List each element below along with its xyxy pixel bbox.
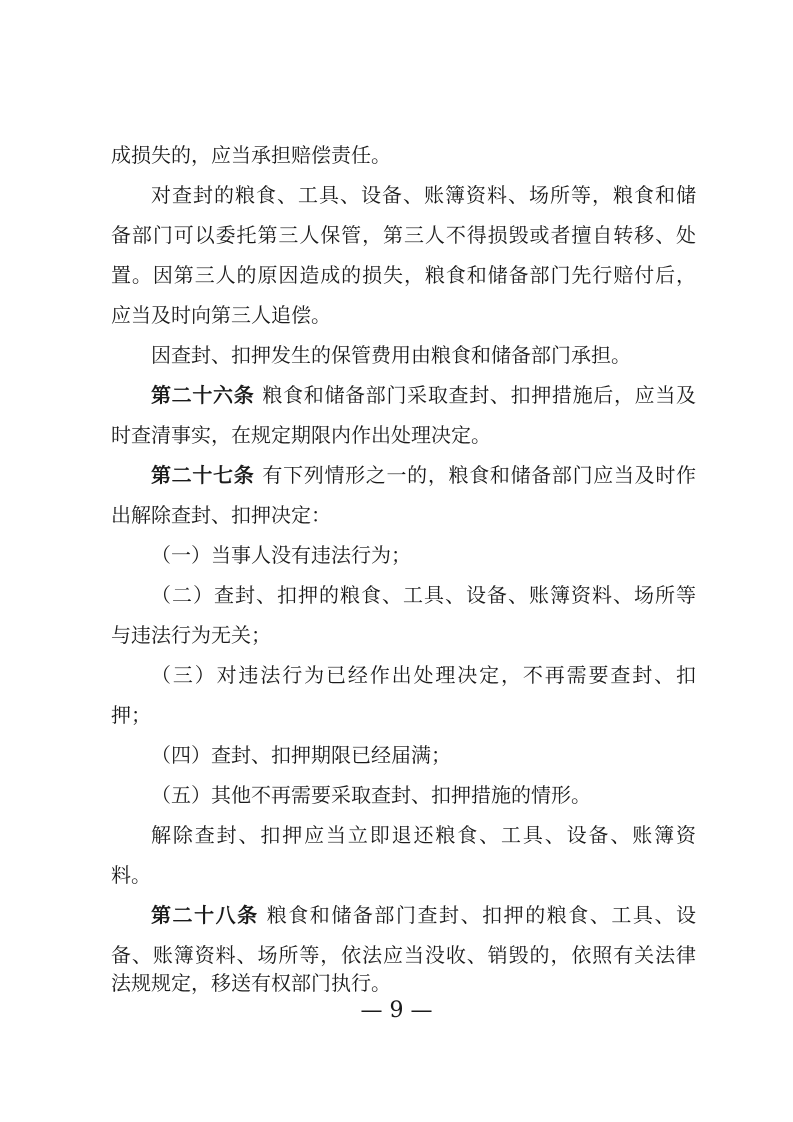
- page-number: — 9 —: [360, 998, 433, 1023]
- text-line: 应当及时向第三人追偿。: [111, 303, 331, 327]
- text-line: 出解除查封、扣押决定：: [111, 503, 331, 527]
- list-item: （五）其他不再需要采取查封、扣押措施的情形。: [151, 783, 591, 807]
- text-line: 粮食和储备部门查封、扣押的粮食、工具、设: [266, 903, 697, 927]
- text-line: 押；: [111, 703, 151, 727]
- text-line: 时查清事实，在规定期限内作出处理决定。: [111, 423, 491, 447]
- text-line: 备部门可以委托第三人保管，第三人不得损毁或者擅自转移、处: [111, 223, 696, 247]
- text-line: 对查封的粮食、工具、设备、账簿资料、场所等，粮食和储: [151, 183, 696, 207]
- article-27-line: [151, 455, 696, 495]
- list-item: （三）对违法行为已经作出处理决定，不再需要查封、扣: [151, 663, 696, 687]
- text-line: 有下列情形之一的，粮食和储备部门应当及时作: [262, 463, 697, 487]
- article-26-line: [151, 375, 696, 415]
- article-heading: 第二十七条: [151, 463, 255, 487]
- text-line: 解除查封、扣押应当立即退还粮食、工具、设备、账簿资: [151, 823, 696, 847]
- article-heading: 第二十六条: [151, 383, 255, 407]
- list-item: （二）查封、扣押的粮食、工具、设备、账簿资料、场所等: [151, 583, 696, 607]
- text-line: 备、账簿资料、场所等，依法应当没收、销毁的，依照有关法律: [111, 943, 696, 967]
- text-line: 粮食和储备部门采取查封、扣押措施后，应当及: [262, 383, 697, 407]
- list-item: （四）查封、扣押期限已经届满；: [151, 743, 451, 767]
- text-line: 法规规定，移送有权部门执行。: [111, 971, 391, 995]
- text-line: 成损失的，应当承担赔偿责任。: [111, 143, 391, 167]
- list-item: （一）当事人没有违法行为；: [151, 543, 411, 567]
- text-line: 置。因第三人的原因造成的损失，粮食和储备部门先行赔付后，: [111, 263, 696, 287]
- article-heading: 第二十八条: [151, 903, 259, 927]
- text-line: 因查封、扣押发生的保管费用由粮食和储备部门承担。: [151, 343, 631, 367]
- text-line: 与违法行为无关；: [111, 623, 271, 647]
- text-line: 料。: [111, 863, 151, 887]
- article-28-line: [151, 895, 696, 935]
